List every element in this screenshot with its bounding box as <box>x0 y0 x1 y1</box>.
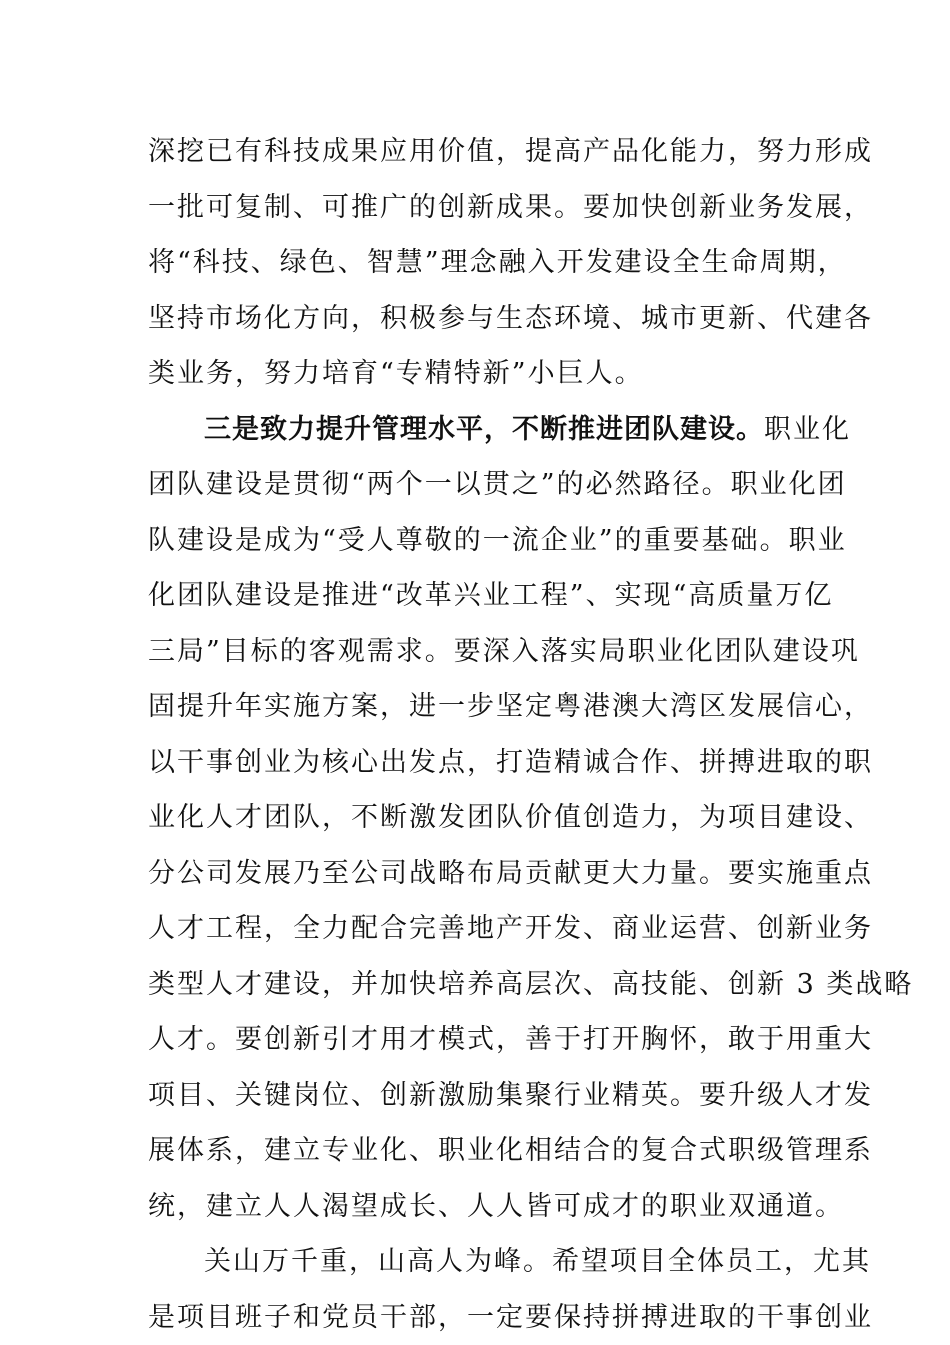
paragraph-2-line: 人才。要创新引才用才模式，善于打开胸怀，敢于用重大 <box>148 1012 808 1068</box>
paragraph-2-line: 队建设是成为“受人尊敬的一流企业”的重要基础。职业 <box>148 513 808 569</box>
paragraph-2-line: 分公司发展乃至公司战略布局贡献更大力量。要实施重点 <box>148 846 808 902</box>
document-body <box>148 124 808 1345</box>
paragraph-1-line: 深挖已有科技成果应用价值，提高产品化能力，努力形成 <box>148 124 808 180</box>
paragraph-1-line: 一批可复制、可推广的创新成果。要加快创新业务发展， <box>148 180 808 236</box>
paragraph-2-line: 以干事创业为核心出发点，打造精诚合作、拼搏进取的职 <box>148 735 808 791</box>
paragraph-2-line: 类型人才建设，并加快培养高层次、高技能、创新 3 类战略 <box>148 957 808 1013</box>
paragraph-2-line: 团队建设是贯彻“两个一以贯之”的必然路径。职业化团 <box>148 457 808 513</box>
paragraph-3-line: 是项目班子和党员干部，一定要保持拼搏进取的干事创业 <box>148 1290 808 1345</box>
paragraph-2-first-line-rest: 职业化 <box>764 414 851 445</box>
paragraph-1-line: 将“科技、绿色、智慧”理念融入开发建设全生命周期， <box>148 235 808 291</box>
paragraph-2-line: 化团队建设是推进“改革兴业工程”、实现“高质量万亿 <box>148 568 808 624</box>
paragraph-3-line: 关山万千重，山高人为峰。希望项目全体员工，尤其 <box>148 1234 808 1290</box>
paragraph-2-line: 统，建立人人渴望成长、人人皆可成才的职业双通道。 <box>148 1179 808 1235</box>
paragraph-2-line: 三局”目标的客观需求。要深入落实局职业化团队建设巩 <box>148 624 808 680</box>
paragraph-1-line: 坚持市场化方向，积极参与生态环境、城市更新、代建各 <box>148 291 808 347</box>
paragraph-2-line: 固提升年实施方案，进一步坚定粤港澳大湾区发展信心， <box>148 679 808 735</box>
paragraph-2-line: 展体系，建立专业化、职业化相结合的复合式职级管理系 <box>148 1123 808 1179</box>
paragraph-2-first-line <box>148 402 808 458</box>
paragraph-2-line: 项目、关键岗位、创新激励集聚行业精英。要升级人才发 <box>148 1068 808 1124</box>
paragraph-2-line: 人才工程，全力配合完善地产开发、商业运营、创新业务 <box>148 901 808 957</box>
paragraph-1-line: 类业务，努力培育“专精特新”小巨人。 <box>148 346 808 402</box>
paragraph-2-line: 业化人才团队，不断激发团队价值创造力，为项目建设、 <box>148 790 808 846</box>
paragraph-2-heading: 三是致力提升管理水平，不断推进团队建设。 <box>204 414 764 445</box>
